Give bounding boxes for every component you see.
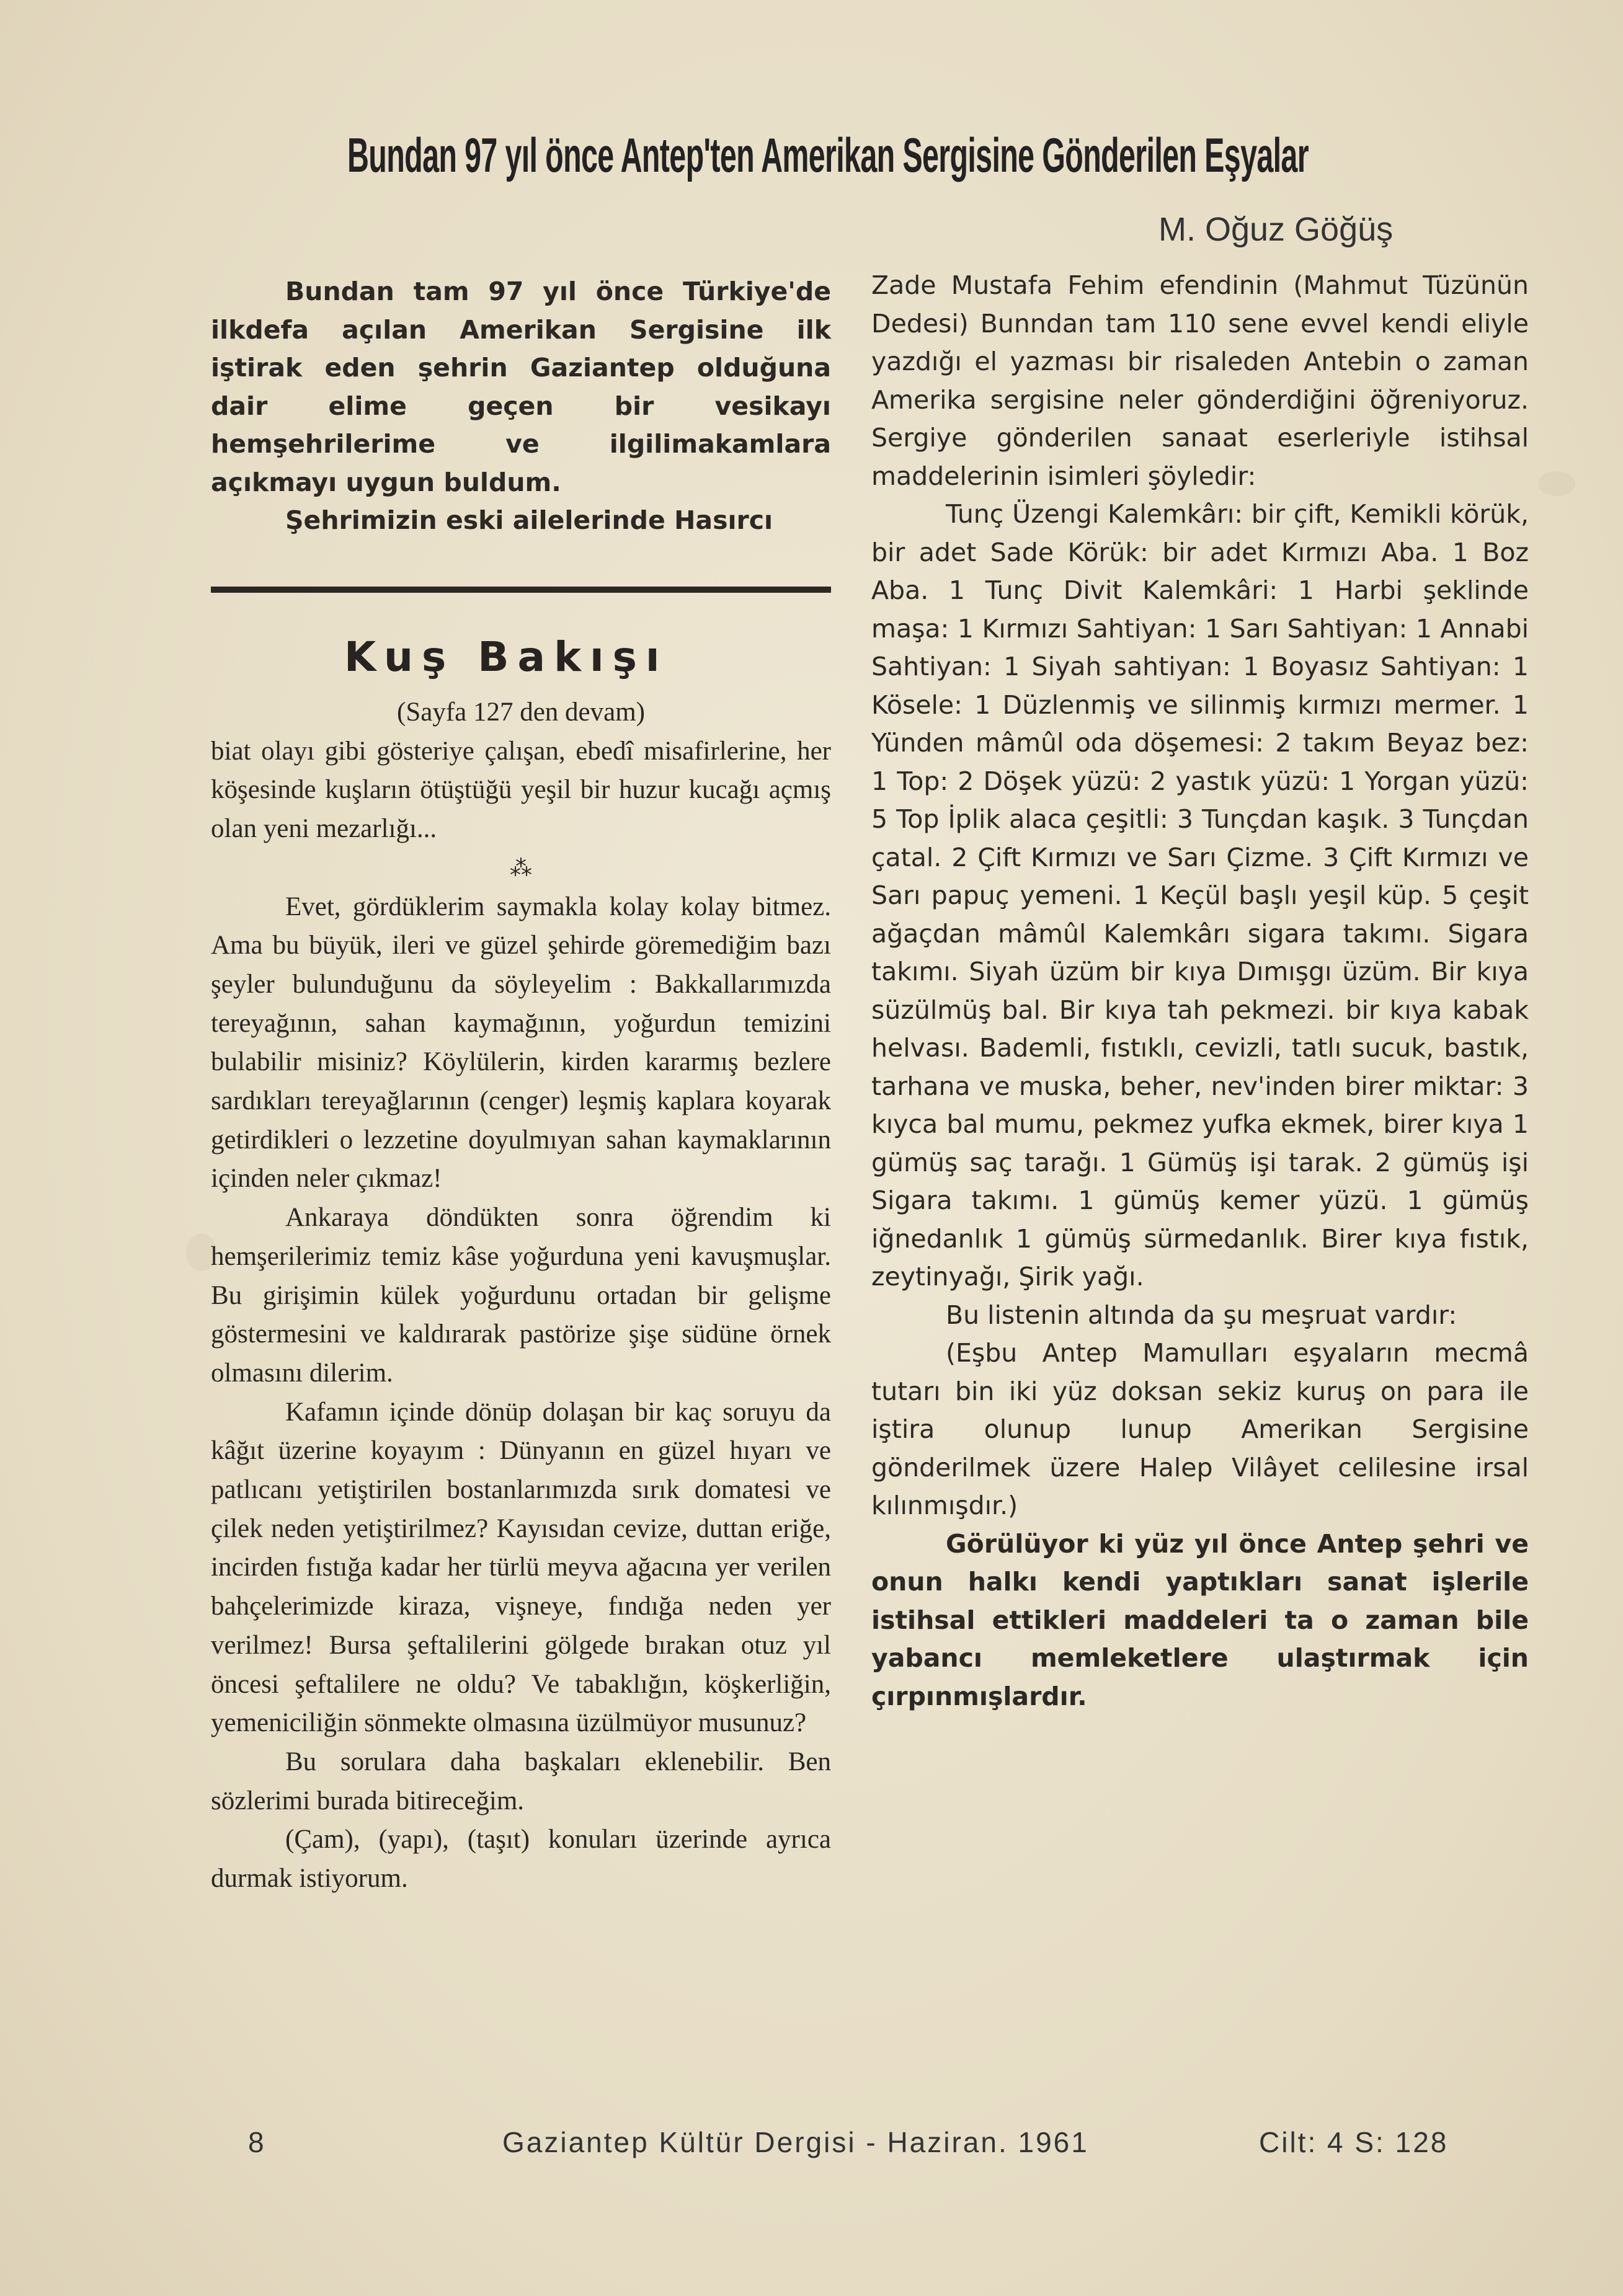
journal-issue: Gaziantep Kültür Dergisi - Haziran. 1961: [502, 2126, 1089, 2158]
continuation-note: (Sayfa 127 den devam): [397, 698, 645, 727]
kus-paragraph: biat olayı gibi gösteriye çalışan, ebedî misafirlerine, her köşesinde kuşların ötüştüğü yeşil bir huzur kucağı açmış olan yeni mezarlığı...: [211, 736, 831, 844]
page-footer: [248, 2117, 1488, 2167]
section-divider: [211, 587, 831, 593]
kus-paragraph: Bu sorulara daha başkaları eklenebilir. Ben sözlerimi burada bitireceğim.: [211, 1747, 831, 1815]
intro-paragraph: Şehrimizin eski ailelerinde Hasırcı: [285, 505, 773, 535]
kus-paragraph: Evet, gördüklerim saymakla kolay kolay bitmez. Ama bu büyük, ileri ve güzel şehirde göremediğim bazı şeyler bulunduğunu da söyleyelim : Bakkallarımızda tereyağının, sahan kaymağının, yoğurdun temizini bulabilir misiniz? Köylülerin, kirden kararmış bezlere sardıkları tereyağlarının (cenger) leşmiş kaplara koyarak getirdikleri o lezzetine doyulmıyan sahan kaymaklarının içinden neler çıkmaz!: [211, 892, 831, 1194]
paper-stain: [1538, 471, 1575, 496]
article-paragraph: Bu listenin altında da şu meşruat vardır:: [946, 1300, 1457, 1330]
kus-paragraph: Kafamın içinde dönüp dolaşan bir kaç soruyu da kâğıt üzerine koyayım : Dünyanın en güzel hıyarı ve patlıcanı yetiştirilen bostanlarımızda sırık domatesi ve çilek neden yetiştirilmez? Kayısıdan cevize, duttan eriğe, incirden fıstığa kadar her türlü meyva ağacına yer verilen bahçelerimizde kiraza, vişneye, fındığa neden yer verilmez! Bursa şeftalilerini gölgede bırakan otuz yıl öncesi şeftalilere ne oldu? Ve tabaklığın, köşkerliğin, yemeniciliğin sönmekte olmasına üzülmüyor musunuz?: [211, 1397, 831, 1738]
asterism-divider: ⁂: [510, 855, 532, 880]
kus-paragraph: (Çam), (yapı), (taşıt) konuları üzerinde ayrıca durmak istiyorum.: [211, 1825, 831, 1894]
article-paragraph: Zade Mustafa Fehim efendinin (Mahmut Tüzünün Dedesi) Bunndan tam 110 sene evvel kendi eliyle yazdığı el yazması bir risaleden Antebin o zaman Amerika sergisine neler gönderdiğini öğreniyoruz. Sergiye gönderilen sanaat eserleriyle istihsal maddelerinin isimleri şöyledir:: [871, 270, 1529, 491]
page-number: 8: [248, 2126, 264, 2158]
article-title: Bundan 97 yıl önce Antep'ten Amerikan Sergisine Gönderilen Eşyalar: [347, 128, 1309, 182]
kus-paragraph: Ankaraya döndükten sonra öğrendim ki hemşerilerimiz temiz kâse yoğurduna yeni kavuşmuşlar. Bu girişimin külek yoğurdunu ortadan bir gelişme göstermesini ve kaldırarak pastörize şişe südüne örnek olmasını dilerim.: [211, 1203, 831, 1388]
quoted-note-paragraph: (Eşbu Antep Mamulları eşyaların mecmâ tutarı bin iki yüz doksan sekiz kuruş on para ile iştira olunup lunup Amerikan Sergisine gönderilmek üzere Halep Vilâyet celilesine irsal kılınmışdır.): [871, 1338, 1529, 1520]
left-column-intro: [211, 273, 831, 540]
conclusion-paragraph: Görülüyor ki yüz yıl önce Antep şehri ve onun halkı kendi yaptıkları sanat işlerile istihsal ettikleri maddeleri ta o zaman bile yabancı memleketlere ulaştırmak için çırpınmışlardır.: [871, 1528, 1529, 1711]
article-author: M. Oğuz Göğüş: [1158, 211, 1394, 248]
kus-bakisi-column: [211, 693, 831, 1899]
kus-bakisi-title: Kuş Bakışı: [344, 633, 669, 681]
item-list-paragraph: Tunç Üzengi Kalemkârı: bir çift, Kemikli körük, bir adet Sade Körük: bir adet Kırmızı Aba. 1 Boz Aba. 1 Tunç Divit Kalemkâri: 1 Harbi şeklinde maşa: 1 Kırmızı Sahtiyan: 1 Sarı Sahtiyan: 1 Annabi Sahtiyan: 1 Siyah sahtiyan: 1 Boyasız Sahtiyan: 1 Kösele: 1 Düzlenmiş ve silinmiş kırmızı mermer. 1 Yünden mâmûl oda döşemesi: 2 takım Beyaz bez: 1 Top: 2 Döşek yüzü: 2 yastık yüzü: 1 Yorgan yüzü: 5 Top İplik alaca çeşitli: 3 Tunçdan kaşık. 3 Tunçdan çatal. 2 Çift Kırmızı ve Sarı Çizme. 3 Çift Kırmızı ve Sarı papuç yemeni. 1 Keçül başlı yeşil küp. 5 çeşit ağaçdan mâmûl Kalemkârı sigara takımı. Sigara takımı. Siyah üzüm bir kıya Dımışgı üzüm. Bir kıya süzülmüş bal. Bir kıya tah pekmezi. bir kıya kabak helvası. Bademli, fıstıklı, cevizli, tatlı sucuk, bastık, tarhana ve muska, beher, nev'inden birer miktar: 3 kıyca bal mumu, pekmez yufka ekmek, birer kıya 1 gümüş saç tarağı. 1 Gümüş işi tarak. 2 gümüş işi Sigara takımı. 1 gümüş kemer yüzü. 1 gümüş iğnedanlık 1 gümüş sürmedanlık. Birer kıya fıstık, zeytinyağı, Şirik yağı.: [871, 499, 1529, 1292]
volume-issue: Cilt: 4 S: 128: [1259, 2126, 1449, 2158]
right-column-article: [871, 267, 1529, 1716]
intro-paragraph: Bundan tam 97 yıl önce Türkiye'de ilkdefa açılan Amerikan Sergisine ilk iştirak eden şehrin Gaziantep olduğuna dair elime geçen bir vesikayı hemşehrilerime ve ilgilimakamlara açıkmayı uygun buldum.: [211, 277, 831, 497]
